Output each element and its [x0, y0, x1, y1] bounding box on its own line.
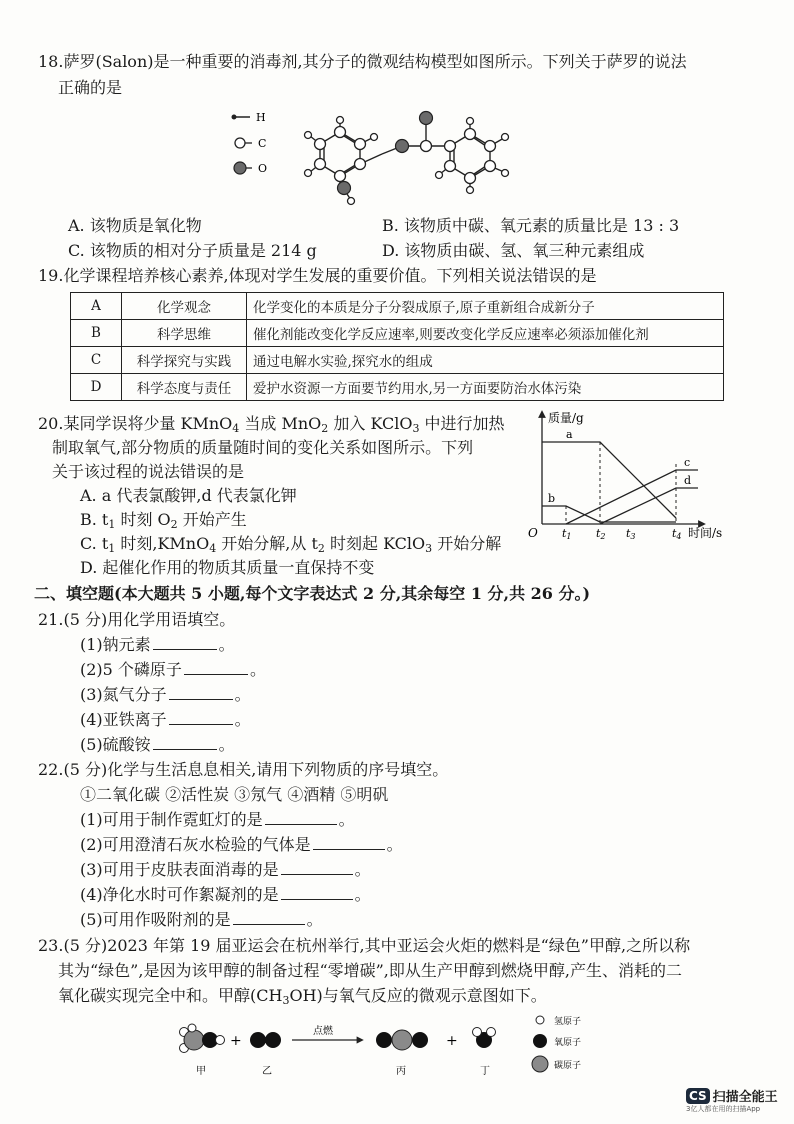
- q18-molecule-model: [220, 100, 540, 210]
- q22-item: (2)可用澄清石灰水检验的气体是 。: [80, 835, 403, 854]
- q18-option-d: D. 该物质由碳、氢、氧三种元素组成: [382, 241, 645, 260]
- q19-row-text: 化学变化的本质是分子分裂成原子,原子重新组合成新分子: [247, 293, 724, 320]
- q20-stem-line2: 制取氧气,部分物质的质量随时间的变化关系如图所示。下列: [52, 438, 474, 457]
- scanner-tagline: 3亿人都在用的扫描App: [686, 1105, 761, 1113]
- q18-legend: [232, 111, 268, 175]
- scanner-logo: [686, 1085, 778, 1105]
- q23-reaction-diagram: [170, 1012, 610, 1082]
- q21-item: (2)5 个磷原子 。: [80, 660, 266, 679]
- q23-stem-line1: 23.(5 分)2023 年第 19 届亚运会在杭州举行,其中亚运会火炬的燃料是“绿色”甲醇,之所以称: [38, 936, 691, 955]
- q21-item: (4)亚铁离子 。: [80, 710, 251, 729]
- q20-stem-line3: 关于该过程的说法错误的是: [52, 462, 245, 481]
- table-row: [71, 293, 724, 320]
- legend-c-label: C: [258, 137, 267, 150]
- plus-sign: +: [446, 1033, 458, 1049]
- answer-blank[interactable]: [169, 685, 233, 700]
- y-axis-label: 质量/g: [548, 411, 584, 425]
- answer-blank[interactable]: [153, 635, 217, 650]
- answer-blank[interactable]: [184, 660, 248, 675]
- q18-option-b: B. 该物质中碳、氧元素的质量比是 13 : 3: [382, 216, 680, 235]
- scanner-name: 扫描全能王: [712, 1090, 778, 1105]
- answer-blank[interactable]: [281, 885, 353, 900]
- q19-row-text: 爱护水资源一方面要节约用水,另一方面要防治水体污染: [247, 374, 724, 401]
- curve-d-label: d: [684, 474, 692, 487]
- q18-stem-line2: 正确的是: [58, 78, 123, 97]
- table-row: [71, 374, 724, 401]
- q23-stem-line3: 氧化碳实现完全中和。甲醇$(CH_3OH)$与氧气反应的微观示意图如下。: [58, 986, 547, 1007]
- reaction-condition: 点燃: [313, 1026, 333, 1037]
- q19-row-text: 通过电解水实验,探究水的组成: [247, 347, 724, 374]
- legend-o-label: O: [258, 162, 268, 175]
- q19-row-category: 科学思维: [122, 320, 247, 347]
- table-row: [71, 347, 724, 374]
- tick-t1: t1: [562, 527, 572, 541]
- q20-mass-time-graph: [524, 406, 734, 546]
- q20-option-a: A. a 代表氯酸钾,d 代表氯化钾: [80, 486, 297, 505]
- q21-item: (5)硫酸铵 。: [80, 735, 235, 754]
- q19-row-key: C: [71, 347, 122, 374]
- q19-row-key: B: [71, 320, 122, 347]
- answer-blank[interactable]: [233, 910, 305, 925]
- curve-b-label: b: [548, 492, 556, 505]
- q19-row-text: 催化剂能改变化学反应速率,则要改变化学反应速率必须添加催化剂: [247, 320, 724, 347]
- label-bing: 丙: [396, 1066, 406, 1077]
- curve-c-label: c: [684, 456, 691, 469]
- label-yi: 乙: [262, 1066, 272, 1077]
- q22-item: (3)可用于皮肤表面消毒的是 。: [80, 860, 371, 879]
- q23-legend: [532, 1015, 581, 1072]
- q19-stem: 19.化学课程培养核心素养,体现对学生发展的重要价值。下列相关说法错误的是: [38, 266, 597, 285]
- q19-row-key: A: [71, 293, 122, 320]
- q18-option-a: A. 该物质是氧化物: [68, 216, 202, 235]
- label-ding: 丁: [480, 1066, 490, 1077]
- curve-d: [600, 488, 698, 524]
- q19-row-key: D: [71, 374, 122, 401]
- q20-option-c: C. $t_1$ 时刻,KMnO$_4$ 开始分解,从 $t_2$ 时刻起 KClO$_3$ 开始分解: [80, 534, 502, 555]
- q19-row-category: 科学态度与责任: [122, 374, 247, 401]
- answer-blank[interactable]: [313, 835, 385, 850]
- molecule-yi: [250, 1032, 281, 1048]
- answer-blank[interactable]: [169, 710, 233, 725]
- origin-label: O: [528, 526, 538, 540]
- q22-item: (4)净化水时可作絮凝剂的是 。: [80, 885, 371, 904]
- q19-table: [70, 292, 724, 401]
- legend-hydrogen: 氢原子: [554, 1017, 582, 1027]
- tick-t3: t3: [626, 527, 636, 541]
- q20-stem-line1: 20.某同学误将少量 KMnO$_4$ 当成 MnO$_2$ 加入 KClO$_3$ 中进行加热: [38, 414, 505, 435]
- legend-oxygen: 氧原子: [554, 1038, 582, 1048]
- answer-blank[interactable]: [153, 735, 217, 750]
- x-axis-label: 时间/s: [688, 526, 723, 540]
- molecule-jia: [180, 1024, 225, 1053]
- scanner-badge: CS: [686, 1088, 710, 1104]
- answer-blank[interactable]: [265, 810, 337, 825]
- q21-item: (1)钠元素 。: [80, 635, 235, 654]
- q22-item: (1)可用于制作霓虹灯的是 。: [80, 810, 355, 829]
- answer-blank[interactable]: [281, 860, 353, 875]
- plus-sign: +: [230, 1033, 242, 1049]
- curve-a-label: a: [566, 428, 573, 441]
- q20-option-b: B. $t_1$ 时刻 $O_2$ 开始产生: [80, 510, 247, 531]
- q23-stem-line2: 其为“绿色”,是因为该甲醇的制备过程“零增碳”,即从生产甲醇到燃烧甲醇,产生、消耗的二: [58, 961, 682, 980]
- q18-stem-line1: 18.萨罗(Salon)是一种重要的消毒剂,其分子的微观结构模型如图所示。下列关于萨罗的说法: [38, 52, 687, 71]
- tick-t4: t4: [672, 527, 682, 541]
- molecule-bing: [376, 1030, 428, 1050]
- legend-h-label: H: [256, 111, 266, 124]
- q22-item: (5)可用作吸附剂的是 。: [80, 910, 323, 929]
- table-row: [71, 320, 724, 347]
- q22-stem: 22.(5 分)化学与生活息息相关,请用下列物质的序号填空。: [38, 760, 449, 779]
- q21-item: (3)氮气分子 。: [80, 685, 251, 704]
- legend-carbon: 碳原子: [554, 1061, 582, 1071]
- q18-option-c: C. 该物质的相对分子质量是 214 g: [68, 241, 317, 260]
- q19-row-category: 化学观念: [122, 293, 247, 320]
- q19-row-category: 科学探究与实践: [122, 347, 247, 374]
- section-2-title: 二、填空题(本大题共 5 小题,每个文字表达式 2 分,其余每空 1 分,共 26 分。): [34, 584, 591, 603]
- label-jia: 甲: [196, 1066, 206, 1077]
- tick-t2: t2: [596, 527, 606, 541]
- q22-choices: ①二氧化碳 ②活性炭 ③氖气 ④酒精 ⑤明矾: [80, 785, 389, 804]
- q20-option-d: D. 起催化作用的物质其质量一直保持不变: [80, 558, 375, 577]
- molecule-ding: [473, 1028, 496, 1049]
- q21-stem: 21.(5 分)用化学用语填空。: [38, 610, 236, 629]
